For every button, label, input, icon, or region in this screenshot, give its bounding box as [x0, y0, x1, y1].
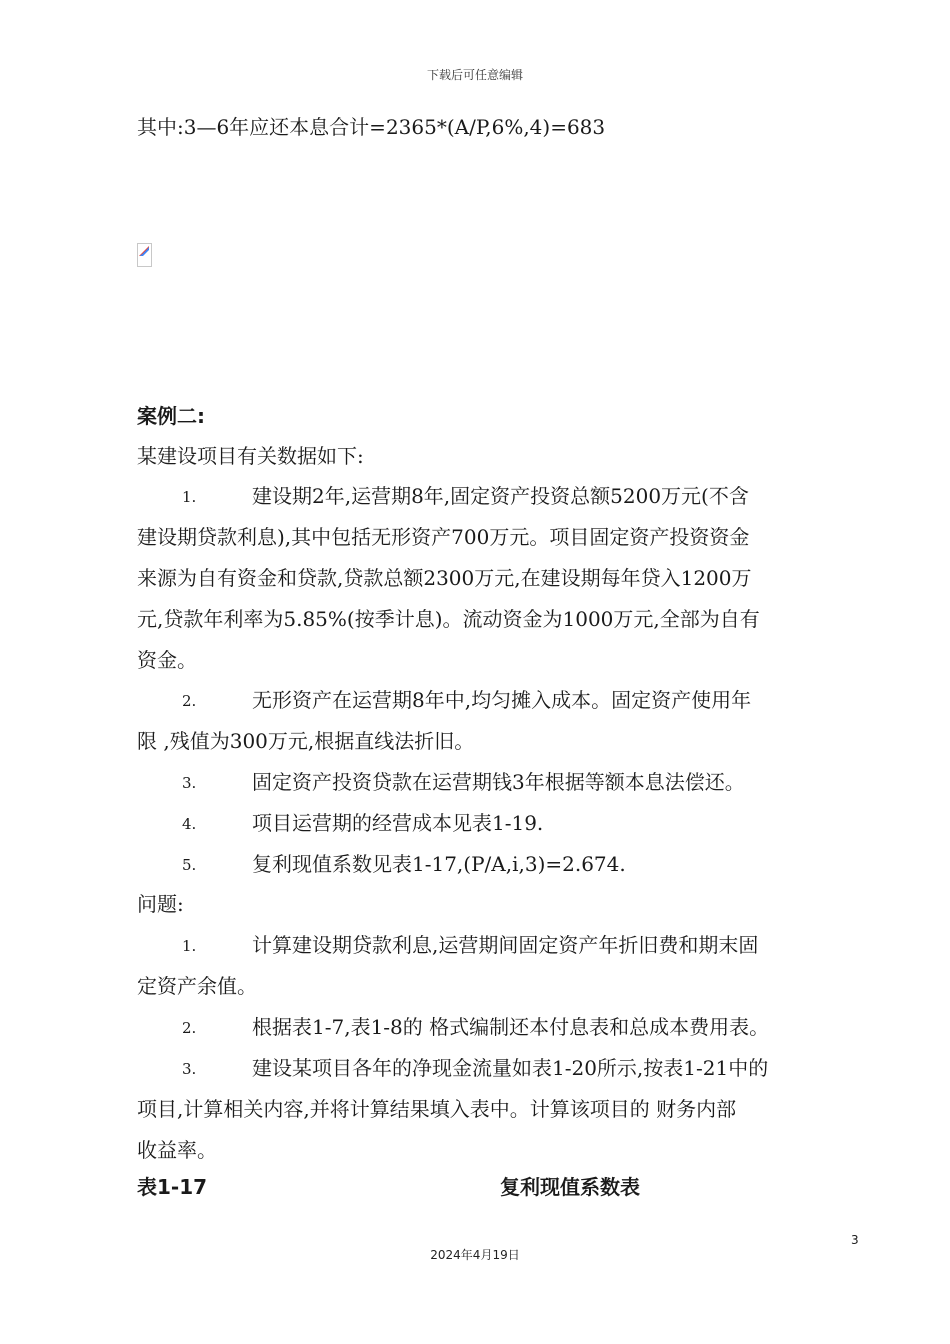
condition-text: 元,贷款年利率为5.85%(按季计息)。流动资金为1000万元,全部为自有: [137, 607, 760, 631]
table-title: 复利现值系数表: [500, 1175, 640, 1199]
question-text: 根据表1-7,表1-8的 格式编制还本付息表和总成本费用表。: [252, 1015, 770, 1039]
page-number: 3: [851, 1233, 859, 1247]
condition-text: 建设期贷款利息),其中包括无形资产700万元。项目固定资产投资资金: [137, 525, 750, 549]
question-number: 1.: [182, 937, 197, 955]
page-header: 下载后可任意编辑: [426, 68, 523, 82]
question-text: 收益率。: [137, 1138, 217, 1162]
question-number: 3.: [182, 1060, 197, 1078]
question-text: 建设某项目各年的净现金流量如表1-20所示,按表1-21中的: [252, 1056, 769, 1080]
formula-line: 其中:3—6年应还本息合计=2365*(A/P,6%,4)=683: [137, 115, 606, 139]
broken-image-icon: [137, 243, 152, 267]
condition-number: 4.: [182, 815, 197, 833]
page-footer-date: 2024年4月19日: [430, 1248, 520, 1262]
intro-text: 某建设项目有关数据如下:: [137, 444, 364, 468]
condition-number: 5.: [182, 856, 197, 874]
condition-text: 项目运营期的经营成本见表1-19.: [252, 811, 544, 835]
condition-text: 限 ,残值为300万元,根据直线法折旧。: [137, 729, 475, 753]
condition-text: 来源为自有资金和贷款,贷款总额2300万元,在建设期每年贷入1200万: [137, 566, 752, 590]
condition-text: 复利现值系数见表1-17,(P/A,i,3)=2.674.: [252, 852, 626, 876]
table-label: 表1-17: [137, 1175, 208, 1199]
question-text: 计算建设期贷款利息,运营期间固定资产年折旧费和期末固: [252, 933, 759, 957]
condition-text: 固定资产投资贷款在运营期钱3年根据等额本息法偿还。: [252, 770, 745, 794]
condition-text: 资金。: [137, 648, 197, 672]
question-number: 2.: [182, 1019, 197, 1037]
condition-text: 建设期2年,运营期8年,固定资产投资总额5200万元(不含: [252, 484, 749, 508]
condition-number: 2.: [182, 692, 197, 710]
case-title: 案例二:: [137, 404, 205, 428]
question-text: 定资产余值。: [137, 974, 257, 998]
questions-title: 问题:: [137, 892, 184, 916]
condition-number: 1.: [182, 488, 197, 506]
condition-number: 3.: [182, 774, 197, 792]
condition-text: 无形资产在运营期8年中,均匀摊入成本。固定资产使用年: [252, 688, 752, 712]
question-text: 项目,计算相关内容,并将计算结果填入表中。计算该项目的 财务内部: [137, 1097, 737, 1121]
